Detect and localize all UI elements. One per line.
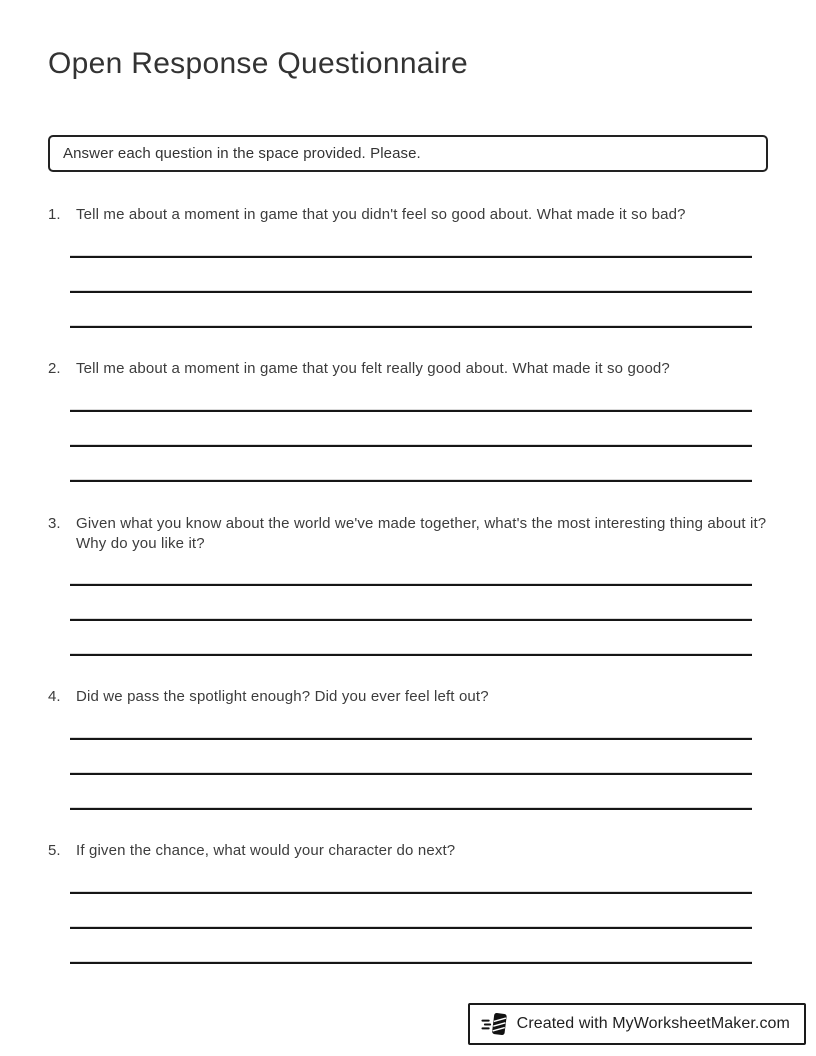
answer-lines	[70, 892, 752, 964]
question-row	[48, 687, 768, 707]
answer-line[interactable]	[70, 808, 752, 810]
question-number: 5.	[48, 842, 61, 859]
question-number: 2.	[48, 360, 61, 377]
question-text: Tell me about a moment in game that you didn't feel so good about. What made it so bad?	[76, 206, 686, 223]
question-block-2	[48, 359, 768, 482]
answer-line[interactable]	[70, 291, 752, 293]
answer-line[interactable]	[70, 927, 752, 929]
footer-credit-text: Created with MyWorksheetMaker.com	[516, 1015, 790, 1032]
question-block-3	[48, 514, 768, 656]
question-text: Given what you know about the world we've made together, what's the most interesting thing about it? Why do you like it?	[76, 515, 767, 552]
question-number: 4.	[48, 688, 61, 705]
question-row	[48, 841, 768, 861]
answer-line[interactable]	[70, 619, 752, 621]
answer-line[interactable]	[70, 654, 752, 656]
question-row	[48, 514, 768, 553]
page-title: Open Response Questionnaire	[48, 47, 469, 80]
answer-line[interactable]	[70, 738, 752, 740]
answer-lines	[70, 410, 752, 482]
answer-line[interactable]	[70, 773, 752, 775]
answer-lines	[70, 738, 752, 810]
instructions-text: Answer each question in the space provided. Please.	[63, 145, 421, 162]
answer-line[interactable]	[70, 584, 752, 586]
answer-lines	[70, 584, 752, 656]
question-text: If given the chance, what would your character do next?	[76, 842, 456, 859]
footer-credit-link[interactable]	[468, 1003, 806, 1045]
answer-line[interactable]	[70, 410, 752, 412]
answer-lines	[70, 256, 752, 328]
question-block-5	[48, 841, 768, 964]
instructions-box	[48, 135, 768, 172]
flying-worksheet-icon	[481, 1011, 508, 1038]
question-number: 1.	[48, 206, 61, 223]
answer-line[interactable]	[70, 962, 752, 964]
question-row	[48, 205, 768, 225]
answer-line[interactable]	[70, 445, 752, 447]
question-number: 3.	[48, 515, 61, 532]
answer-line[interactable]	[70, 480, 752, 482]
question-text: Tell me about a moment in game that you felt really good about. What made it so good?	[76, 360, 670, 377]
question-block-1	[48, 205, 768, 328]
answer-line[interactable]	[70, 892, 752, 894]
question-text: Did we pass the spotlight enough? Did you ever feel left out?	[76, 688, 489, 705]
question-block-4	[48, 687, 768, 810]
answer-line[interactable]	[70, 326, 752, 328]
question-row	[48, 359, 768, 379]
answer-line[interactable]	[70, 256, 752, 258]
